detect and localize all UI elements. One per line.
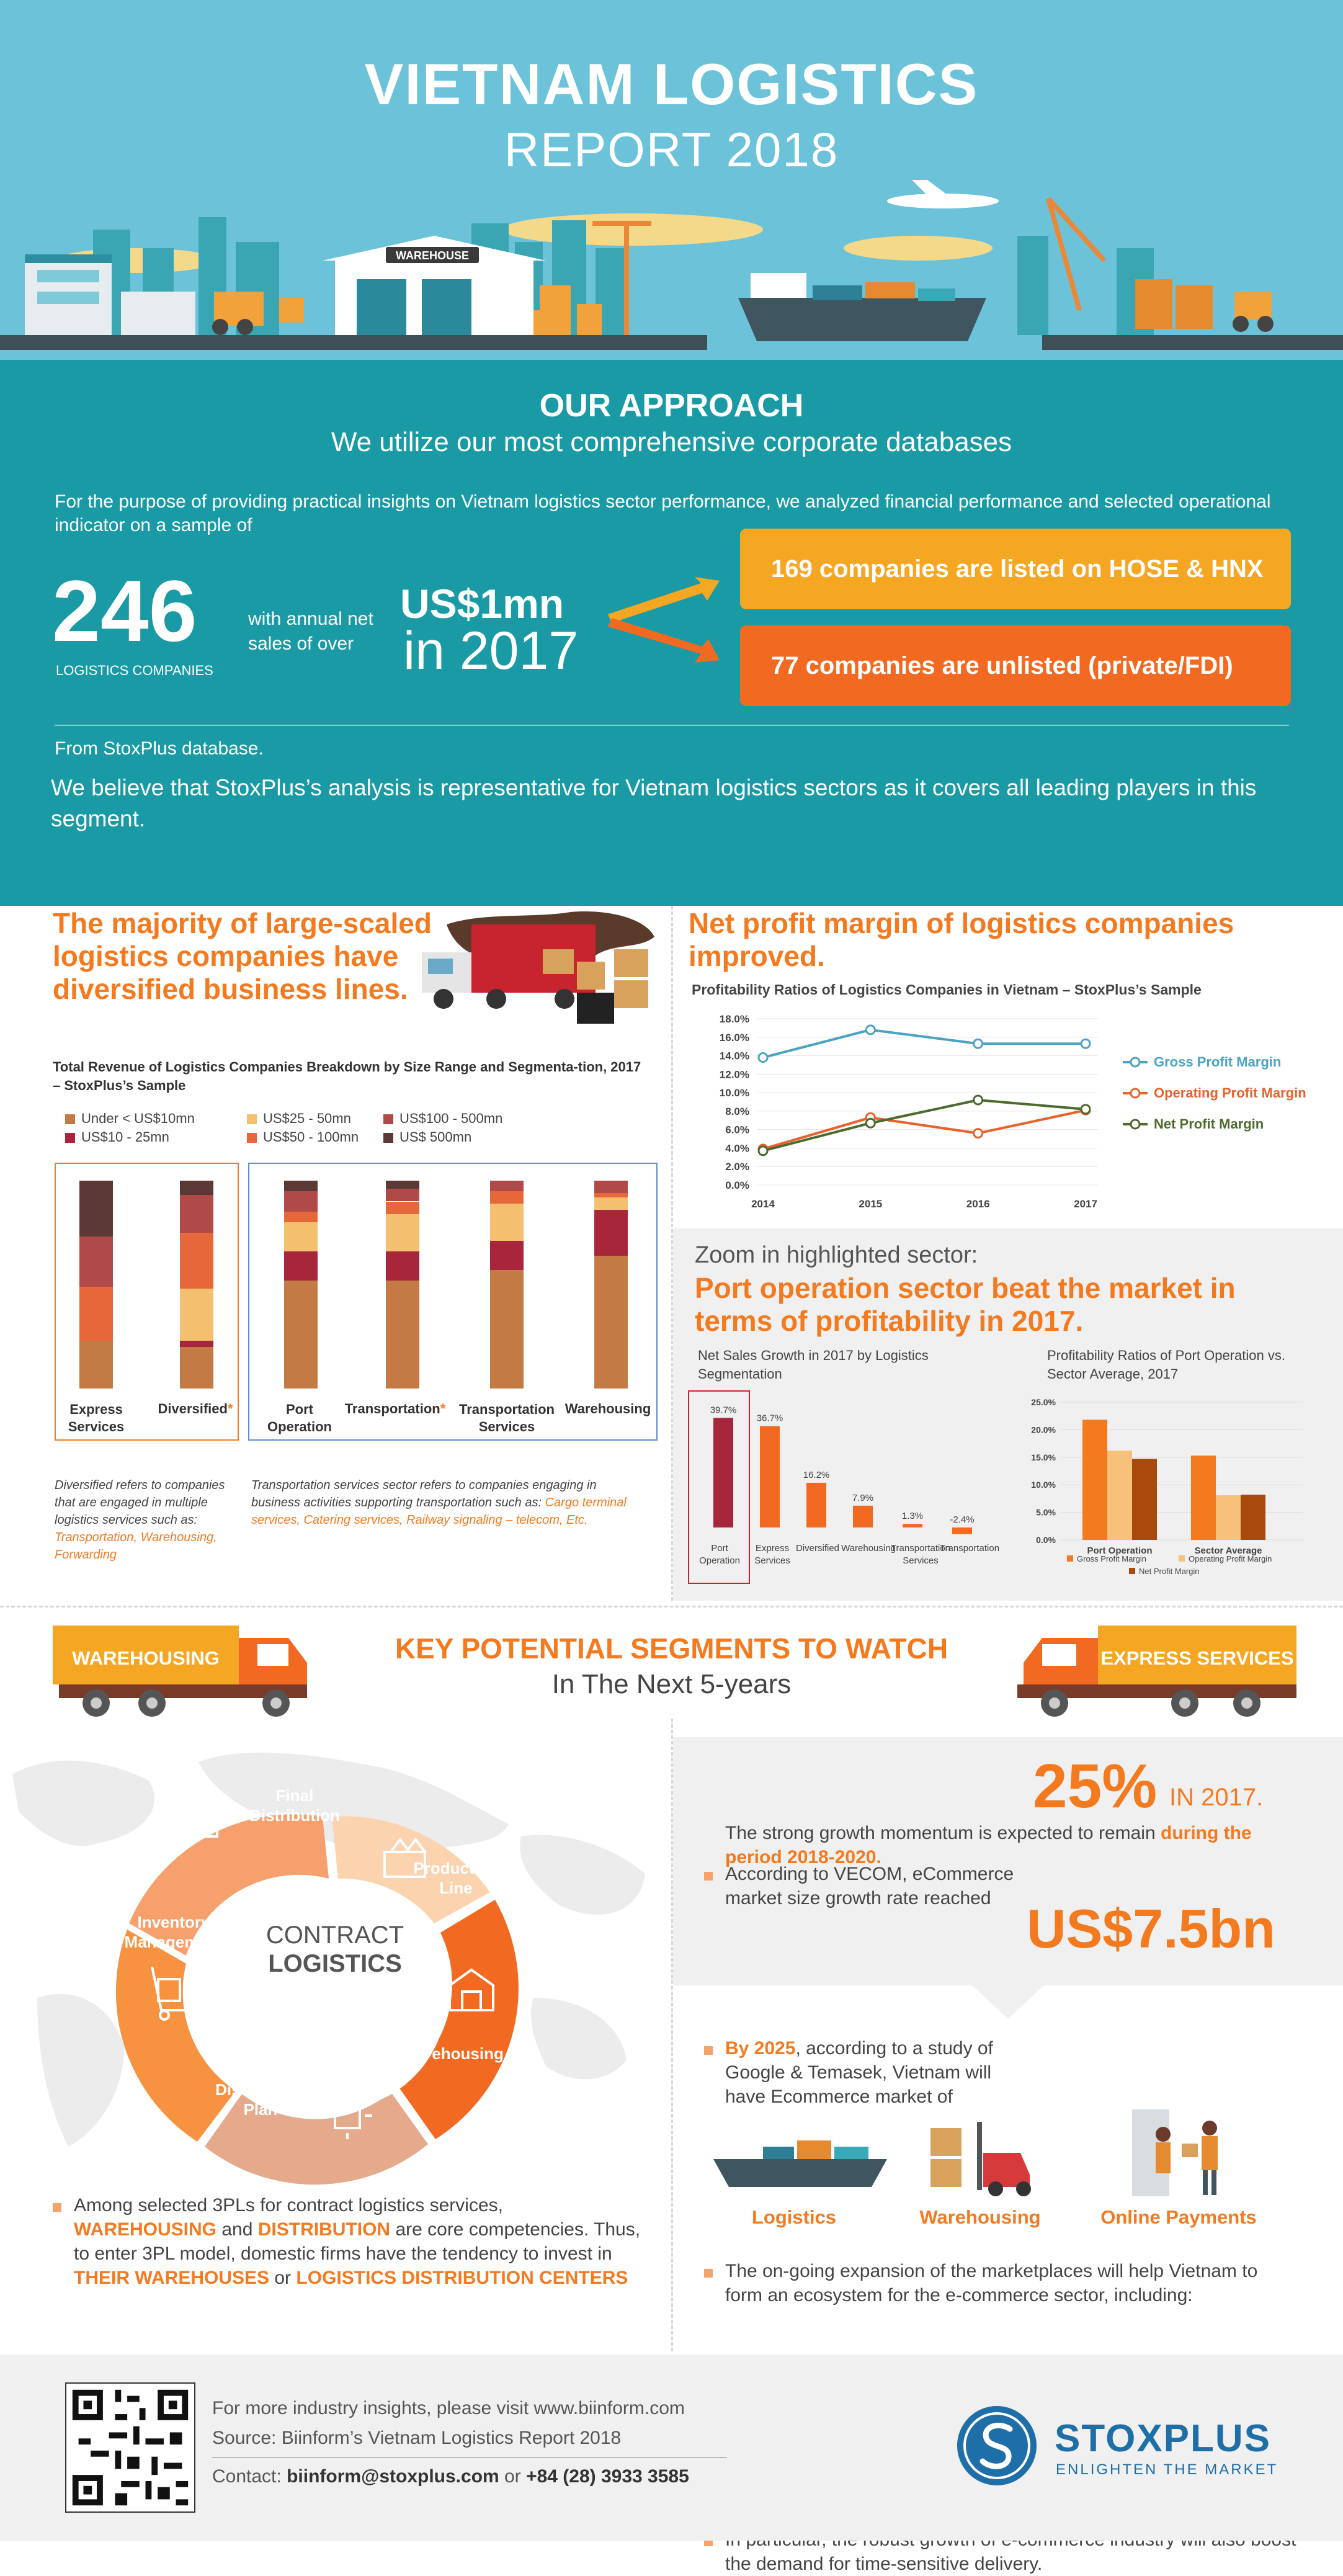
stacked-bar-segment [386,1202,419,1214]
line-chart-title: Profitability Ratios of Logistics Companies in Vietnam – StoxPlus’s Sample [692,982,1202,998]
y-tick-label: 12.0% [719,1068,749,1081]
profit-bar [1191,1456,1216,1540]
truck-left-label: WAREHOUSING [72,1647,220,1669]
growth-bar [760,1426,780,1527]
growth-chart-title: Net Sales Growth in 2017 by Logistics Segmentation [698,1348,929,1382]
data-point [759,1147,767,1155]
net-sales-growth-chart [682,1384,1042,1588]
stacked-bar-segment [79,1341,113,1389]
report-title: VIETNAM LOGISTICS [364,51,979,117]
growth-bar [903,1524,922,1527]
data-point [866,1026,875,1034]
transportation-note: Transportation services sector refers to companies engaging in business activities supporting transportation such as: Cargo terminal services, Catering services, Railway signaling – telecom, Etc. [251,1478,627,1527]
momentum-paragraph: The strong growth momentum is expected to remain during the period 2018-2020. [725,1823,1252,1867]
qr-code[interactable] [65,2382,195,2513]
stacked-bar-segment [386,1251,419,1281]
legend-swatch [383,1133,393,1143]
truck-right-label: EXPRESS SERVICES [1100,1647,1294,1669]
approach-section [0,360,1343,906]
x-tick-label: Port [711,1543,728,1554]
category-label: Diversified* [158,1401,233,1416]
x-tick-label: Sector Average [1194,1545,1262,1556]
stacked-bar-segment [180,1233,213,1289]
y-tick-label: 10.0% [719,1087,749,1099]
legend-item: US$25 - 50mn [247,1111,351,1127]
stacked-bar-segment [594,1210,628,1256]
y-tick-label: 20.0% [1031,1424,1056,1435]
stacked-bar-segment [284,1212,318,1222]
legend-swatch [383,1114,393,1124]
legend-swatch [65,1133,75,1143]
approach-subtitle: We utilize our most comprehensive corporate databases [331,427,1012,457]
stacked-bar-segment [180,1347,213,1389]
data-point [759,1053,767,1062]
legend-item: US$10 - 25mn [65,1129,169,1145]
growth-rate-year: IN 2017. [1169,1784,1264,1811]
vecom-paragraph: According to VECOM, eCommerce market size growth rate reached [704,1862,1039,1910]
legend-item: Under < US$10mn [65,1111,195,1127]
legend-label: Net Profit Margin [1154,1116,1264,1132]
x-tick-label: Services [754,1555,790,1566]
legend-swatch [65,1114,75,1124]
category-label: Port Operation [267,1402,332,1434]
contact-email-link[interactable]: biinform@stoxplus.com [287,2466,499,2487]
legend-marker [1131,1120,1140,1129]
y-tick-label: 18.0% [719,1013,749,1025]
market-size-value: US$7.5bn [1027,1898,1276,1959]
listed-companies-box: 169 companies are listed on HOSE & HNX [740,529,1291,609]
data-label: 36.7% [756,1413,783,1424]
x-tick-label: 2014 [751,1198,775,1210]
category-label: Warehousing [564,1401,651,1416]
profit-bar [1132,1459,1157,1540]
y-tick-label: 2.0% [725,1161,749,1173]
x-tick-label: Transportation [890,1543,951,1554]
legend-swatch [1129,1568,1135,1574]
worker-icon [192,1799,217,1836]
report-subtitle: REPORT 2018 [504,122,839,177]
growth-bar [713,1418,733,1527]
legend-swatch [247,1114,257,1124]
legend-marker [1131,1058,1140,1067]
cycle-center-1: CONTRACT [265,1921,404,1949]
category-label: Transportation Services [458,1402,555,1434]
stacked-bar-segment [180,1289,213,1341]
delivery-paragraph: the demand for time-sensitive delivery. [704,2528,1300,2576]
belief-statement: We believe that StoxPlus’s analysis is representative for Vietnam logistics sectors as it covers all leading players in this segment. [51,775,1257,831]
footer [0,2355,1343,2541]
y-tick-label: 15.0% [1031,1452,1056,1462]
stacked-bar-segment [490,1181,524,1191]
stacked-bar-segment [594,1197,628,1210]
y-tick-label: 16.0% [719,1031,749,1044]
footer-contact: Contact: biinform@stoxplus.com or +84 (28) 3933 3585 [212,2466,689,2487]
footer-website-line: For more industry insights, please visit www.biinform.com [212,2398,685,2418]
truck-left-icon [53,1619,313,1725]
profit-bar [1107,1451,1132,1540]
profit-bar [1216,1495,1241,1540]
stacked-bar-segment [180,1341,213,1347]
cycle-center-2: LOGISTICS [268,1950,402,1977]
sales-value: US$1mn [400,581,564,627]
cycle-final-distribution: Final Distribution [249,1786,340,1825]
approach-intro: For the purpose of providing practical insights on Vietnam logistics sector performance, we analyzed financial performance and selected operational indicator on a sample of [55,491,1271,535]
legend-label: Net Profit Margin [1139,1567,1200,1576]
stacked-bar-segment [490,1191,524,1204]
company-count-label: LOGISTICS COMPANIES [56,663,213,678]
approach-title: OUR APPROACH [539,388,804,424]
unlisted-companies-box: 77 companies are unlisted (private/FDI) [740,625,1291,706]
segments-title: KEY POTENTIAL SEGMENTS TO WATCH [395,1632,948,1665]
x-tick-label: 2015 [859,1198,883,1210]
stacked-bar-segment [386,1189,419,1201]
data-label: 1.3% [901,1511,924,1522]
stacked-bar-segment [180,1195,213,1232]
data-label: 7.9% [852,1492,874,1503]
truck-cargo-illustration [409,900,658,1030]
data-point [1081,1105,1090,1114]
segments-subtitle: In The Next 5-years [551,1669,792,1699]
data-point [1081,1039,1090,1048]
brand-tagline: ENLIGHTEN THE MARKET [1056,2461,1278,2478]
data-point [974,1096,983,1104]
ship-icon [713,2122,887,2190]
brand-name: STOXPLUS [1055,2417,1272,2460]
diversified-note: Diversified refers to companies that are engaged in multiple logistics services such as: Transportation, Warehousing, Forwarding [55,1478,225,1562]
stoxplus-logo-icon [955,2404,1039,2488]
data-label: -2.4% [950,1514,975,1525]
profit-bar [1241,1495,1265,1540]
stacked-bar-segment [386,1181,419,1189]
divider [55,725,1289,726]
panel-pointer [971,1984,1045,2021]
diversified-title: The majority of large-scaled logistics companies have diversified business lines. [53,907,432,1005]
data-point [974,1039,983,1048]
legend-label: Gross Profit Margin [1154,1054,1282,1070]
y-tick-label: 4.0% [725,1142,749,1155]
stacked-bar-segment [79,1237,113,1286]
stacked-bars [0,0,1,1]
stacked-bar-segment [490,1270,524,1389]
sales-year: in 2017 [403,621,579,681]
stacked-bar-segment [594,1181,628,1193]
profit-bar [1082,1420,1107,1540]
zoom-kicker: Zoom in highlighted sector: [695,1242,978,1268]
ecosystem-warehousing-label: Warehousing [919,2206,1041,2228]
stacked-bar-segment [180,1181,213,1195]
series-line [763,1030,1086,1058]
section-divider [0,1606,1343,1608]
x-tick-label: Operation [699,1555,740,1566]
zoom-title: Port operation sector beat the market in terms of profitability in 2017. [695,1272,1236,1337]
x-tick-label: Diversified [795,1543,840,1554]
y-tick-label: 6.0% [725,1124,749,1136]
split-arrow-icon [608,577,720,664]
x-tick-label: Transportation [939,1543,1000,1554]
svg-text:WAREHOUSE: WAREHOUSE [395,249,470,262]
stacked-bar-segment [284,1181,318,1191]
port-profitability-chart [1030,1384,1327,1588]
legend-swatch [1067,1555,1073,1562]
x-tick-label: Port Operation [1087,1545,1153,1556]
y-tick-label: 0.0% [1036,1535,1056,1545]
stacked-bar-segment [284,1191,318,1212]
data-label: 16.2% [803,1469,830,1480]
cycle-production-line: Production Line [413,1859,499,1897]
stacked-chart-title: Total Revenue of Logistics Companies Breakdown by Size Range and Segmenta-tion, 2017 – StoxPlus’s Sample [53,1059,641,1093]
y-tick-label: 14.0% [719,1050,749,1062]
legend-item: US$100 - 500mn [383,1111,502,1127]
x-tick-label: Warehousing [841,1543,896,1554]
legend-label: Operating Profit Margin [1154,1085,1306,1101]
ecosystem-paragraph: The on-going expansion of the marketplaces will help Vietnam to form an ecosystem for the e-commerce sector, including: [704,2259,1300,2307]
data-label: 39.7% [710,1405,737,1416]
stacked-bar-segment [284,1222,318,1251]
stacked-bar-segment [79,1287,113,1341]
stacked-bar-segment [594,1256,628,1389]
cycle-warehousing: Warehousing [402,2044,504,2063]
sales-text: with annual net sales of over [248,609,373,654]
legend-item: US$50 - 100mn [247,1129,359,1145]
contact-phone[interactable]: +84 (28) 3933 3585 [526,2466,689,2487]
company-count: 246 [52,562,197,660]
forklift-warehouse-icon [927,2116,1045,2196]
stacked-bar-segment [490,1204,524,1241]
x-tick-label: Express [755,1543,790,1554]
legend-item: US$ 500mn [383,1129,471,1145]
growth-bar [853,1506,873,1527]
category-label: Express Services [68,1402,125,1434]
y-tick-label: 25.0% [1031,1397,1056,1407]
growth-bar [806,1483,826,1527]
stacked-bar-segment [284,1281,318,1389]
stacked-bar-segment [490,1241,524,1270]
data-point [866,1119,875,1127]
legend-label: Operating Profit Margin [1189,1554,1272,1563]
port-chart-title: Profitability Ratios of Port Operation vs. Sector Average, 2017 [1047,1348,1285,1382]
x-tick-label: Services [903,1555,939,1566]
ecosystem-payments-label: Online Payments [1100,2206,1257,2228]
legend-swatch [1179,1555,1185,1562]
y-tick-label: 8.0% [725,1105,749,1117]
contract-paragraph: Among selected 3PLs for contract logistics services, WAREHOUSING and DISTRIBUTION are core competencies. Thus, to enter 3PL model, domestic firms have the tendency to invest in THEIR WAREHOUSES or LOGISTICS DISTRIBUTION CENTERS [53,2193,648,2290]
stacked-bar-segment [79,1181,113,1237]
qr-code-icon [66,2384,194,2511]
stacked-bar-segment [386,1281,419,1389]
data-point [974,1129,983,1138]
growth-rate-value: 25% [1033,1751,1158,1821]
legend-marker [1131,1089,1140,1098]
online-payment-icon [1126,2106,1238,2199]
forklift-icon [1233,292,1274,332]
airplane-icon [887,180,999,208]
category-label: Transportation* [344,1401,446,1416]
stacked-bar-segment [386,1214,419,1251]
growth-bar [952,1527,972,1534]
city-port-illustration [0,161,1343,360]
y-tick-label: 10.0% [1031,1480,1056,1490]
forklift-left-icon [212,295,253,335]
header-banner [0,0,1343,360]
legend-swatch [247,1133,257,1143]
footer-divider [212,2457,727,2458]
truck-right-icon [999,1619,1296,1725]
source-note: From StoxPlus database. [55,738,264,759]
stacked-bar-segment [594,1193,628,1197]
profitability-line-chart [682,1005,1340,1216]
y-tick-label: 0.0% [725,1179,749,1191]
x-tick-label: 2017 [1074,1198,1097,1210]
temasek-paragraph: By 2025, according to a study of Google & Temasek, Vietnam will have Ecommerce market of [704,2036,1033,2109]
y-tick-label: 5.0% [1036,1507,1056,1518]
x-tick-label: 2016 [966,1198,990,1210]
cycle-inventory-management: Inventory Management [124,1913,223,1951]
ecosystem-logistics-label: Logistics [751,2206,837,2228]
legend-label: Gross Profit Margin [1077,1554,1146,1563]
profit-title: Net profit margin of logistics companies improved. [689,907,1234,972]
footer-source-line: Source: Biinform’s Vietnam Logistics Report 2018 [212,2428,622,2448]
stacked-bar-segment [284,1251,318,1281]
cycle-distribution-plan: Distribution Plan [215,2080,306,2119]
